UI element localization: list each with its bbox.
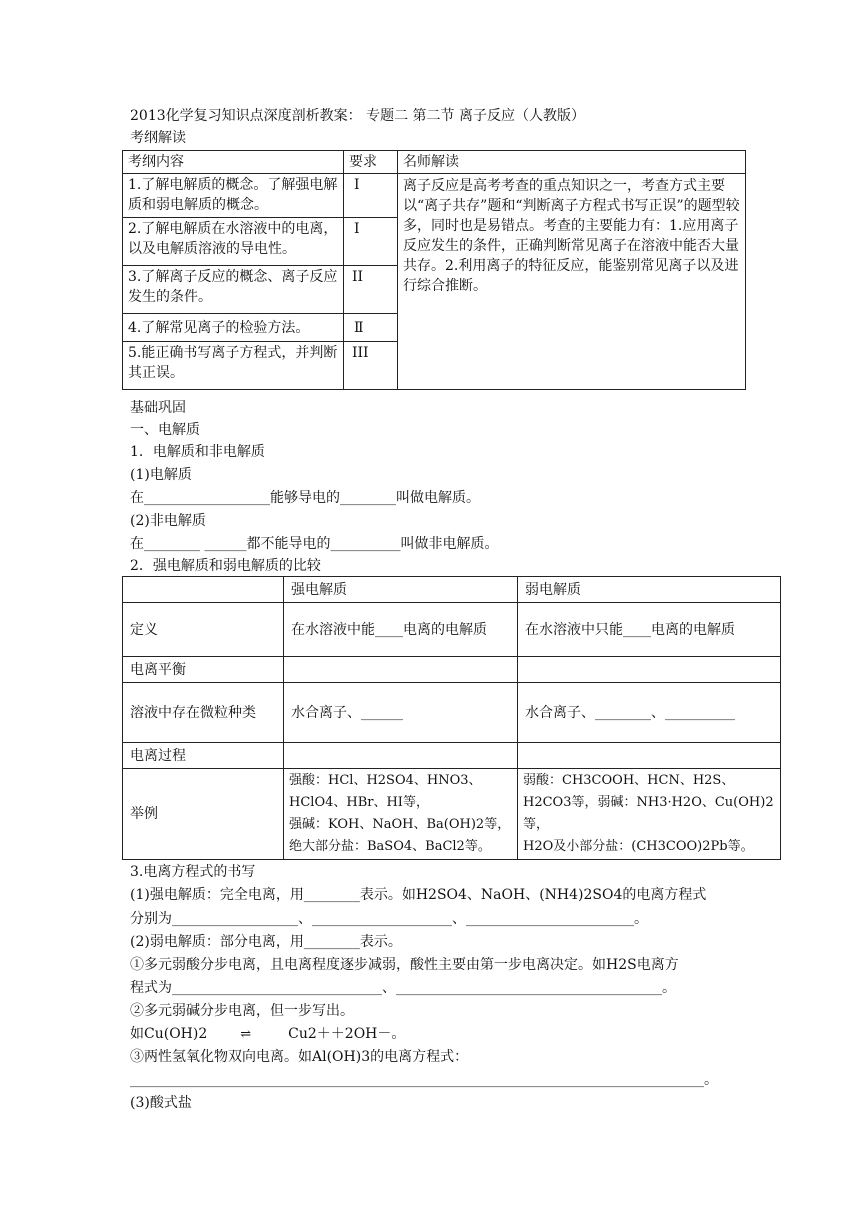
th-level: 要求: [344, 151, 398, 174]
fill-blank-line: 在________ ______都不能导电的__________叫做非电解质。: [130, 536, 499, 552]
fill-blank-line: 在__________________能够导电的________叫做电解质。: [130, 490, 480, 506]
section-heading: 一、电解质: [130, 422, 200, 438]
cell-strong-examples: [284, 769, 518, 860]
cell-weak: [518, 657, 781, 683]
equation-right: Cu2＋＋2OH－。: [288, 1026, 406, 1042]
row-label: 定义: [123, 603, 284, 657]
table-row-content: 2.了解电解质在水溶液中的电离，以及电解质溶液的导电性。: [123, 218, 344, 266]
table-row-content: 4.了解常见离子的检验方法。: [123, 314, 344, 342]
table-row-level: III: [344, 342, 398, 390]
table-row-level: Ⅰ: [344, 218, 398, 266]
section-label: 考纲解读: [130, 130, 186, 146]
row-label: 电离过程: [123, 743, 284, 769]
cell-weak-examples: [518, 769, 781, 860]
equilibrium-arrow-icon: ⇌: [240, 1027, 252, 1042]
example-line: 强酸：HCl、H2SO4、HNO3、HClO4、HBr、HI等，: [289, 773, 482, 810]
th-commentary: 名师解读: [398, 151, 746, 174]
example-line: H2O及小部分盐：(CH3COO)2Pb等。: [523, 839, 754, 854]
item-heading: (1)电解质: [130, 467, 192, 483]
cell-strong: [284, 743, 518, 769]
paragraph-line: (2)弱电解质：部分电离，用________表示。: [130, 934, 402, 950]
paragraph-line: ②多元弱碱分步电离，但一步写出。: [130, 1003, 354, 1019]
th-strong: 强电解质: [284, 577, 518, 603]
item-heading: (2)非电解质: [130, 513, 206, 529]
cell-strong: 在水溶液中能____电离的电解质: [284, 603, 518, 657]
example-line: 绝大部分盐：BaSO4、BaCl2等。: [289, 839, 491, 854]
table-row-level: Ⅰ: [344, 174, 398, 218]
section-heading: 3.电离方程式的书写: [130, 864, 256, 880]
fill-blank-line: 分别为__________________、____________________、________________________。: [130, 911, 648, 927]
row-label: 举例: [123, 769, 284, 860]
row-label: 溶液中存在微粒种类: [123, 683, 284, 743]
fill-blank-line: __________________________________________________________________________________。: [130, 1072, 718, 1088]
subsection-heading: 2．强电解质和弱电解质的比较: [130, 558, 321, 574]
table-row-content: 5.能正确书写离子方程式，并判断其正误。: [123, 342, 344, 390]
subsection-heading: 1．电解质和非电解质: [130, 444, 265, 460]
example-line: 强碱：KOH、NaOH、Ba(OH)2等，: [289, 817, 511, 832]
syllabus-table: [122, 150, 746, 390]
paragraph-line: ①多元弱酸分步电离，且电离程度逐步减弱，酸性主要由第一步电离决定。如H2S电离方: [130, 957, 679, 973]
paragraph-line: (3)酸式盐: [130, 1095, 192, 1111]
equation-line: [130, 1024, 405, 1045]
table-row-level: Ⅱ: [344, 314, 398, 342]
equation-left: 如Cu(OH)2: [130, 1026, 208, 1042]
cell-strong: [284, 657, 518, 683]
cell-weak: [518, 743, 781, 769]
th-content: 考纲内容: [123, 151, 344, 174]
fill-blank-line: 程式为______________________________、______________________________________。: [130, 980, 676, 996]
paragraph-line: ③两性氢氧化物双向电离。如Al(OH)3的电离方程式：: [130, 1049, 469, 1065]
table-row-level: II: [344, 266, 398, 314]
table-row-content: 1.了解电解质的概念。了解强电解质和弱电解质的概念。: [123, 174, 344, 218]
comparison-table: [122, 576, 781, 860]
table-row-content: 3.了解离子反应的概念、离子反应发生的条件。: [123, 266, 344, 314]
row-label: 电离平衡: [123, 657, 284, 683]
doc-title: 2013化学复习知识点深度剖析教案： 专题二 第二节 离子反应（人教版）: [130, 108, 585, 124]
commentary-cell: 离子反应是高考考查的重点知识之一，考查方式主要以“离子共存”题和“判断离子方程式书写正误”的题型较多，同时也是易错点。考查的主要能力有：1.应用离子反应发生的条件，正确判断常见离子在溶液中能否大量共存。2.利用离子的特征反应，能鉴别常见离子以及进行综合推断。: [398, 174, 746, 390]
example-line: 弱酸：CH3COOH、HCN、H2S、H2CO3等，弱碱：NH3·H2O、Cu(OH)2等，: [523, 773, 774, 832]
cell-weak: 在水溶液中只能____电离的电解质: [518, 603, 781, 657]
cell-strong: 水合离子、______: [284, 683, 518, 743]
basics-heading: 基础巩固: [130, 400, 186, 416]
paragraph-line: (1)强电解质：完全电离，用________表示。如H2SO4、NaOH、(NH4)2SO4的电离方程式: [130, 887, 707, 903]
cell-weak: 水合离子、________、__________: [518, 683, 781, 743]
th-weak: 弱电解质: [518, 577, 781, 603]
